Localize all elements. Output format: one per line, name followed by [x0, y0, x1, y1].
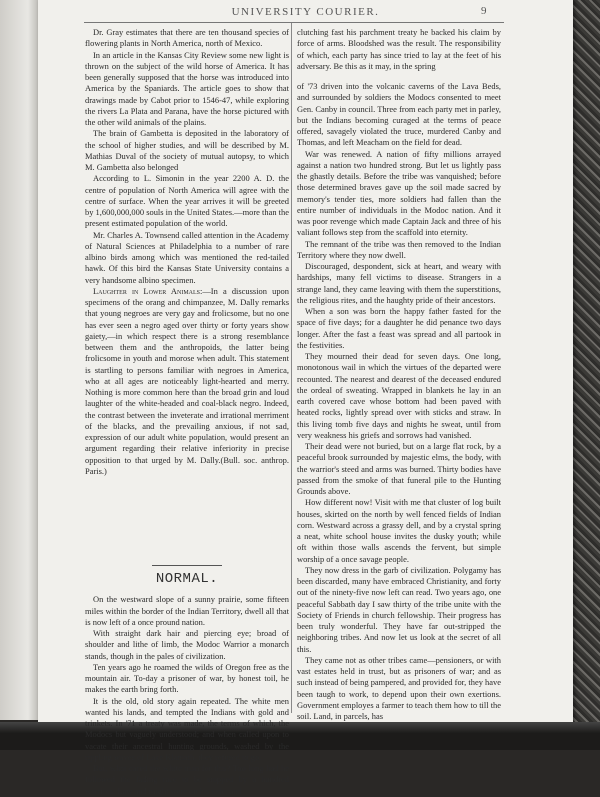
paragraph: The remnant of the tribe was then removed to the Indian Territory where they now dwell. [297, 238, 501, 260]
paragraph: It is the old, old story again repeated. The white men wanted his lands, and tempted the Indians with gold and trinkets. In '71 a treaty was made, the terms of which, the Modocs but vaguely understood; and when called upon to vacate their ancestral hunting grounds, washed by the rippling waves of Lake Klamath, they refused to go. [85, 695, 289, 762]
column-divider [291, 23, 292, 713]
running-title: UNIVERSITY COURIER. [231, 6, 380, 18]
section-heading: NORMAL. [155, 571, 219, 587]
column-gap [297, 72, 501, 81]
paragraph: On the westward slope of a sunny prairie, some fifteen miles within the border of the Indian Territory, dwell all that is now left of a once pround nation. [85, 594, 289, 627]
paragraph: Their dead were not buried, but on a large flat rock, by a peaceful brook surrounded by majestic elms, the body, with the warrior's steed and arms was burned. Thirty bodies have passed from the smoke of that funeral pile to the Hunting Grounds above. [297, 441, 501, 496]
paragraph: They now dress in the garb of civilization. Polygamy has been discarded, many have embraced Christianity, and forty out of the ninety-five now left can read. Two years ago, one peaceful Sabbath day I saw thirty of the tribe unite with the Society of Friends in church fellowship. Their progress has been truly wonderful. They have far out-stripped the neighboring tribes. And now let us look at the secret of all this. [297, 564, 501, 654]
paragraph: According to L. Simonin in the year 2200 A. D. the centre of population of North America will agree with the centre of surface. When the year arrives it will be greeted by 1,600,000,000 souls in the United States.—more than the present estimated population of the world. [85, 173, 289, 229]
paragraph: In an article in the Kansas City Review some new light is thrown on the subject of the wild horse of America. It has been generally supposed that the horse was introduced into America by the Spaniards. The article goes to show that drawings made by Cabot prior to 1546-47, while exploring the rivers La Plata and Parana, have the horse pictured with the other wild animals of the plains. [85, 49, 289, 127]
header-rule [84, 22, 504, 23]
right-column [297, 27, 501, 722]
paragraph: clutching fast his parchment treaty he backed his claim by force of arms. Bloodshed was the result. The responsibility of which, each party has since tried to lay at the feet of his adversary. Be this as it may, in the spring [297, 27, 501, 71]
paragraph: Dr. Gray estimates that there are ten thousand species of flowering plants in North America, north of Mexico. [85, 27, 289, 49]
paragraph: But, what cared the white man for this? Too long had he followed the fading race to be stopped by a hundred warriors. Law and might were on his side, and [85, 763, 289, 796]
paragraph: They mourned their dead for seven days. One long, monotonous wail in which the virtues of the departed were recounted. The nearest and dearest of the deceased endured the ordeal of sweating. Wrapped in blankets he lay in an earth covered cave whose bottom had been paved with heated rocks, lightly spread over with sticks and straw. In this living tomb five days and nights he sweat, until from very weakness his griefs and sorrows had vanished. [297, 351, 501, 440]
left-column [85, 27, 289, 797]
paragraph: When a son was born the happy father fasted for the space of five days; for a daughter he did penance two days longer. After the fast a feast was spread and all partook in the festivities. [297, 306, 501, 350]
paragraph-lead: Laughter in Lower Animals: [93, 285, 203, 296]
paragraph: Ten years ago he roamed the wilds of Oregon free as the mountain air. To-day a prisoner of war, by honest toil, he makes the earth bring forth. [85, 661, 289, 695]
section-divider [152, 565, 222, 566]
paragraph: With straight dark hair and piercing eye; broad of shoulder and lithe of limb, the Modoc Warrior a monarch stands, though in the pales of civilization. [85, 628, 289, 661]
paragraph: The brain of Gambetta is deposited in the laboratory of the school of higher studies, and will be described by M. Mathias Duval of the society of mutual autopsy, to which M. Gambetta also belonged [85, 128, 289, 172]
page-header [38, 4, 573, 22]
paragraph-laughter [85, 286, 289, 477]
paragraph: How different now! Visit with me that cluster of log built houses, skirted on the north by well fenced fields of Indian corn. Westward across a grassy dell, and by a crystal spring a neat, white school house invites the dusky youth; while oft within those walls ascends the fervent, but simple worship of a once savage people. [297, 497, 501, 564]
paragraph: War was renewed. A nation of fifty millions arrayed against a nation two hundred strong. But let us lightly pass the ghastly details. Before the tribe was vanquished; before those determined braves gave up the soil made sacred by memory's tender ties, more soldiers had fallen than the entire number of individuals in the Modoc nation. And it was poor revenge which made Captain Jack and three of his valiant follows step from the scaffold into eternity. [297, 148, 501, 238]
adjacent-page-edge [0, 0, 40, 720]
paragraph-text: —In a discussion upon specimens of the orang and chimpanzee, M. Dally remarks that young negroes are very gay and frolicsome, but no one has ever seen a negro aged over thirty or forty years show gaiety,—in which respect there is a strong resemblance between them and the anthropoids, the latter being frolicsome in youth and morose when adult. This statement is startling to persons familiar with negroes in America, who at all ages are noticeably light-hearted and merry. Nothing is more common here than the broad grin and loud laughter of the white-headed and coal-black negro. Indeed, the contrast between the inveterate and irrational merriment of the blacks, and the prevailing anxious, if not sad, expression of our adult white population, would present an argument regarding their relative inferiority in precise opposition to that urged by M. Dally.(Bull. soc. anthrop. Paris.) [85, 285, 289, 476]
paragraph: Mr. Charles A. Townsend called attention in the Academy of Natural Sciences at Philadelphia to a number of rare albino birds among which was mentioned the red-tailed hawk. Of this bird the Kansas State University contains a very handsome albino specimen. [85, 229, 289, 285]
paragraph: Discouraged, despondent, sick at heart, and weary with hardships, many fell victims to disease. Strangers in a strange land, they came leaving with them the superstitions, the religious rites, and the haughty pride of their ancestors. [297, 261, 501, 305]
paragraph: They came not as other tribes came—pensioners, or with vast estates held in trust, but as prisoners of war; and as such instead of being pampered, and provided for, they have been taugh to work, to depend upon their own exertions. Government employes a farmer to teach them how to till the soil. Land, in parcels, has [297, 654, 501, 721]
paragraph: of '73 driven into the volcanic caverns of the Lava Beds, and surrounded by soldiers the Modocs consented to meet Gen. Canby in council. Three from each party met in parley, but the Indians becoming curaged at the terms of peace offered, savagely violated the truce, murdered Canby and Thomas, and left Meacham on the field for dead. [297, 81, 501, 148]
page-number: 9 [481, 5, 487, 17]
